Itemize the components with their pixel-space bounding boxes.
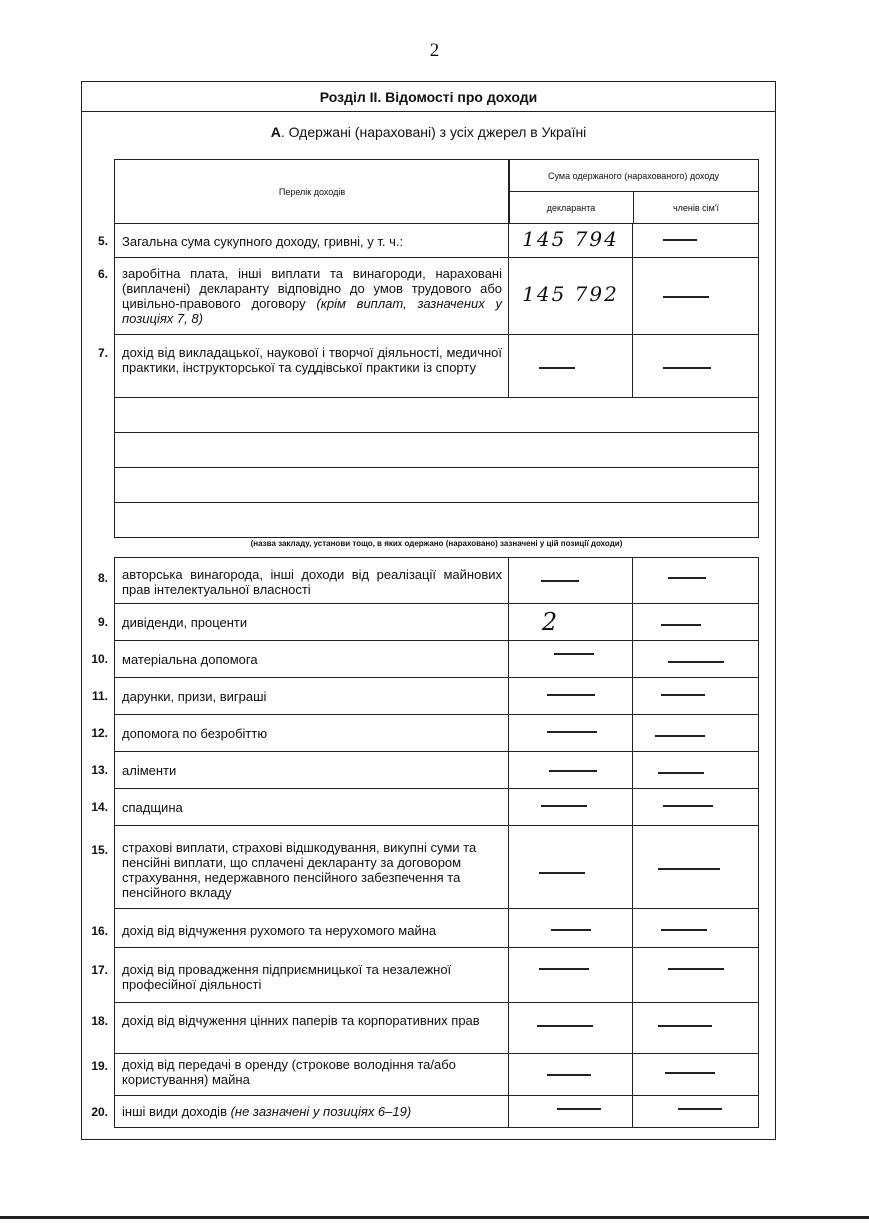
family-cell xyxy=(632,1002,759,1054)
declarant-cell xyxy=(508,751,633,789)
family-dash xyxy=(661,694,705,696)
row-label xyxy=(114,257,509,335)
declarant-cell xyxy=(508,908,633,948)
table-row xyxy=(91,714,759,752)
row-label-text: інші види доходів xyxy=(122,1104,231,1119)
table-row xyxy=(91,1053,759,1096)
row-label: авторська винагорода, інші доходи від реалізації майнових прав інтелектуальної власності xyxy=(114,557,509,604)
institution-row xyxy=(114,432,759,468)
institution-note: (назва закладу, установи тощо, в яких одержано (нараховано) зазначені у цій позиції доходи) xyxy=(250,539,623,548)
row-number: 11. xyxy=(91,689,108,703)
declarant-value: 145 792 xyxy=(522,282,619,306)
family-cell xyxy=(632,1053,759,1096)
family-dash xyxy=(658,868,720,870)
table-row xyxy=(91,1095,759,1128)
header-declarant: декларанта xyxy=(508,191,634,224)
subsection-letter: А xyxy=(270,124,281,140)
row-number: 10. xyxy=(91,652,108,666)
declarant-value: 145 794 xyxy=(522,227,619,251)
row-number: 5. xyxy=(97,234,108,248)
row-label: Загальна сума сукупного доходу, гривні, у т. ч.: xyxy=(114,223,509,258)
family-cell xyxy=(632,947,759,1003)
table-row xyxy=(91,788,759,826)
declarant-dash xyxy=(541,805,587,807)
declarant-cell xyxy=(508,788,633,826)
family-cell xyxy=(632,640,759,678)
row-number: 18. xyxy=(91,1014,108,1028)
family-cell xyxy=(632,751,759,789)
family-dash xyxy=(663,239,697,241)
declarant-dash xyxy=(539,872,585,874)
table-row xyxy=(91,640,759,678)
family-dash xyxy=(663,367,711,369)
row-number: 8. xyxy=(97,571,108,585)
declarant-dash xyxy=(541,580,579,582)
family-cell xyxy=(632,714,759,752)
family-dash xyxy=(668,577,706,579)
subsection-title xyxy=(82,124,775,140)
row-number: 9. xyxy=(97,615,108,629)
row-label: дохід від викладацької, наукової і творчої діяльності, медичної практики, інструкторської та суддівської практики із спорту xyxy=(114,334,509,398)
row-number: 15. xyxy=(91,843,108,857)
row-label: аліменти xyxy=(114,751,509,789)
row-label: дохід від відчуження цінних паперів та корпоративних прав xyxy=(114,1002,509,1054)
institution-row xyxy=(114,397,759,433)
table-row xyxy=(91,751,759,789)
row-label: дохід від провадження підприємницької та незалежної професійної діяльності xyxy=(114,947,509,1003)
header-family: членів сім'ї xyxy=(633,191,759,224)
row-label-text: заробітна плата, інші виплати та винагороди, нараховані (виплачені) декларанту відповідно до умов трудового або цивільно-правового договору xyxy=(122,266,502,311)
family-dash xyxy=(668,661,724,663)
declarant-dash xyxy=(539,367,575,369)
family-dash xyxy=(663,805,713,807)
row-label: страхові виплати, страхові відшкодування, викупні суми та пенсійні виплати, що сплачені декларанту за договором страхування, недержавного пенсійного забезпечення та пенсійного вкладу xyxy=(114,825,509,909)
row-label: спадщина xyxy=(114,788,509,826)
institution-row xyxy=(114,502,759,538)
page-bottom-edge xyxy=(0,1216,869,1219)
table-row xyxy=(91,908,759,948)
row-label: дохід від відчуження рухомого та нерухомого майна xyxy=(114,908,509,948)
declarant-cell xyxy=(508,603,633,641)
declarant-cell xyxy=(508,947,633,1003)
declarant-dash xyxy=(547,1074,591,1076)
header-sum-label: Сума одержаного (нарахованого) доходу xyxy=(508,159,759,192)
row-number: 7. xyxy=(97,346,108,360)
institution-row xyxy=(114,467,759,503)
row-label: дарунки, призи, виграші xyxy=(114,677,509,715)
row-label: допомога по безробіттю xyxy=(114,714,509,752)
row-label: матеріальна допомога xyxy=(114,640,509,678)
row-number: 20. xyxy=(91,1105,108,1119)
declarant-dash xyxy=(547,731,597,733)
family-dash xyxy=(678,1108,722,1110)
table-row xyxy=(97,334,759,398)
row-number: 12. xyxy=(91,726,108,740)
row-number: 16. xyxy=(91,924,108,938)
subsection-text: . Одержані (нараховані) з усіх джерел в Україні xyxy=(280,124,587,140)
family-cell xyxy=(632,334,759,398)
declarant-dash xyxy=(554,653,594,655)
table-row xyxy=(91,825,759,909)
declarant-dash xyxy=(537,1025,593,1027)
family-dash xyxy=(658,1025,712,1027)
declarant-cell xyxy=(508,677,633,715)
row-number: 13. xyxy=(91,763,108,777)
family-cell xyxy=(632,1095,759,1128)
header-list-label: Перелік доходів xyxy=(114,159,510,224)
family-cell xyxy=(632,788,759,826)
family-dash xyxy=(665,1072,715,1074)
declarant-dash xyxy=(551,929,591,931)
row-label-italic: (не зазначені у позиціях 6–19) xyxy=(230,1104,412,1119)
declarant-cell xyxy=(508,223,633,258)
declarant-cell xyxy=(508,1053,633,1096)
declarant-cell xyxy=(508,257,633,335)
row-number: 14. xyxy=(91,800,108,814)
declarant-cell xyxy=(508,825,633,909)
declarant-cell xyxy=(508,714,633,752)
declarant-dash xyxy=(547,694,595,696)
row-label xyxy=(114,1095,509,1128)
declarant-dash xyxy=(539,968,589,970)
table-row xyxy=(97,603,759,641)
table-row xyxy=(91,947,759,1003)
table-row xyxy=(97,223,759,258)
family-cell xyxy=(632,825,759,909)
family-dash xyxy=(668,968,724,970)
family-dash xyxy=(661,929,707,931)
page-number: 2 xyxy=(429,40,440,61)
family-dash xyxy=(663,296,709,298)
family-dash xyxy=(655,735,705,737)
section-title: Розділ ІІ. Відомості про доходи xyxy=(82,82,775,112)
family-dash xyxy=(661,624,701,626)
declarant-cell xyxy=(508,1002,633,1054)
declarant-cell xyxy=(508,640,633,678)
declarant-cell xyxy=(508,557,633,604)
row-number: 6. xyxy=(97,267,108,281)
declarant-value: 2 xyxy=(541,608,560,636)
declarant-cell xyxy=(508,1095,633,1128)
family-cell xyxy=(632,677,759,715)
row-number: 19. xyxy=(91,1059,108,1073)
declarant-dash xyxy=(557,1108,601,1110)
family-cell xyxy=(632,908,759,948)
declarant-dash xyxy=(549,770,597,772)
family-cell xyxy=(632,257,759,335)
declarant-cell xyxy=(508,334,633,398)
family-dash xyxy=(658,772,704,774)
row-label: дохід від передачі в оренду (строкове володіння та/або користування) майна xyxy=(114,1053,509,1096)
family-cell xyxy=(632,557,759,604)
table-row xyxy=(97,557,759,604)
family-cell xyxy=(632,223,759,258)
table-row xyxy=(91,677,759,715)
row-label-italic: (крім виплат, зазначених у позиціях 7, 8) xyxy=(122,296,502,326)
row-number: 17. xyxy=(91,963,108,977)
family-cell xyxy=(632,603,759,641)
table-row xyxy=(91,1002,759,1054)
row-label: дивіденди, проценти xyxy=(114,603,509,641)
table-row xyxy=(97,257,759,335)
